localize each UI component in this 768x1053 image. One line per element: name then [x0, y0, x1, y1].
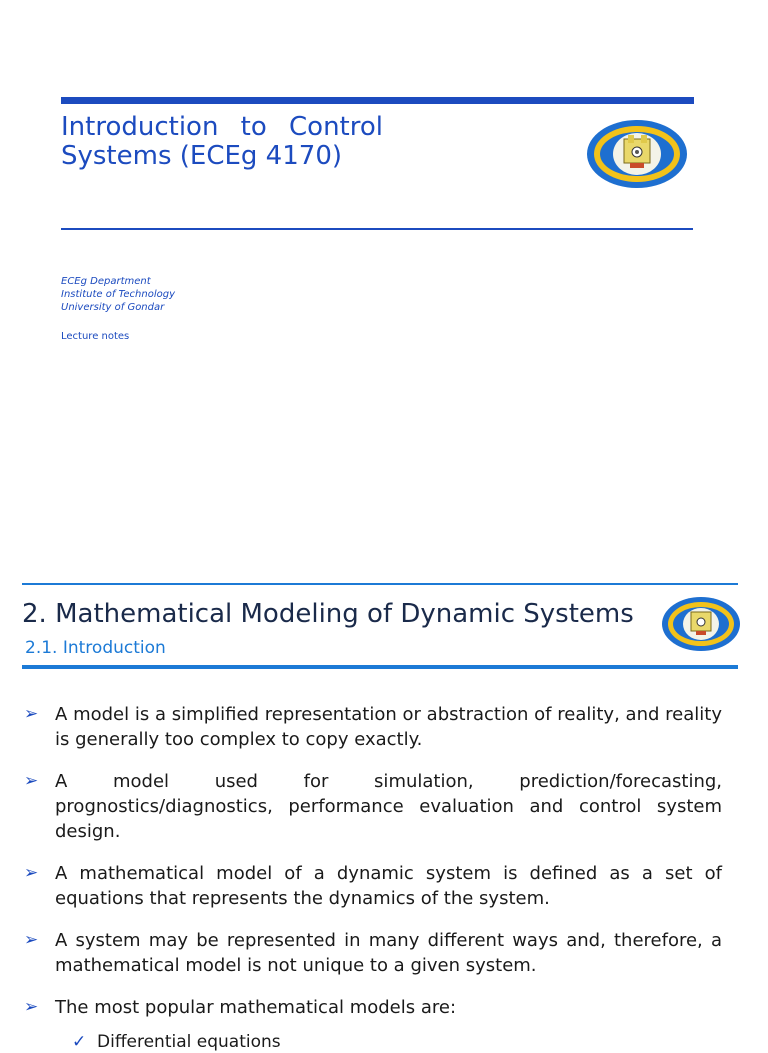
- bullet-list: [22, 702, 722, 1053]
- university: University of Gondar: [61, 302, 165, 313]
- university-logo: [586, 119, 688, 189]
- section-top-rule: [22, 583, 738, 585]
- section-heading: [22, 598, 634, 630]
- arrow-bullet-icon: ➢: [24, 863, 39, 883]
- arrow-bullet-icon: ➢: [24, 704, 39, 724]
- section-title: . Mathematical Modeling of Dynamic Systems: [38, 599, 634, 629]
- sub-list-item: ✓ Differential equations: [72, 1032, 281, 1052]
- arrow-bullet-icon: ➢: [24, 930, 39, 950]
- arrow-bullet-icon: ➢: [24, 997, 39, 1017]
- title-line-2: Systems (ECEg 4170): [61, 141, 342, 171]
- list-item: ➢ The most popular mathematical models are:: [24, 997, 457, 1018]
- author-info: [61, 275, 175, 314]
- list-item: ➢ A model is a simplified representation or abstraction of reality, and reality is generally too complex to copy exactly.: [24, 704, 722, 750]
- slide-title: [61, 113, 383, 171]
- institute: Institute of Technology: [61, 289, 176, 300]
- title-underline: [61, 228, 693, 230]
- section-bottom-rule: [22, 665, 738, 669]
- university-logo-small: [661, 596, 741, 652]
- header-rule: [61, 97, 694, 104]
- arrow-bullet-icon: ➢: [24, 771, 39, 791]
- list-item: ➢ A mathematical model of a dynamic system is defined as a set of equations that represents the dynamics of the system.: [24, 863, 722, 909]
- list-item: ➢ A system may be represented in many different ways and, therefore, a mathematical model is not unique to a given system.: [24, 930, 722, 976]
- title-line-1: Introduction to Control: [61, 112, 383, 142]
- list-item: ➢ A model used for simulation, prediction/forecasting, prognostics/diagnostics, performance evaluation and control system design.: [24, 771, 722, 842]
- check-icon: ✓: [72, 1032, 87, 1052]
- lecture-label: Lecture notes: [61, 331, 130, 342]
- section-number: 2: [22, 599, 39, 629]
- department: ECEg Department: [61, 276, 151, 287]
- subsection-title: 2.1. Introduction: [25, 638, 166, 658]
